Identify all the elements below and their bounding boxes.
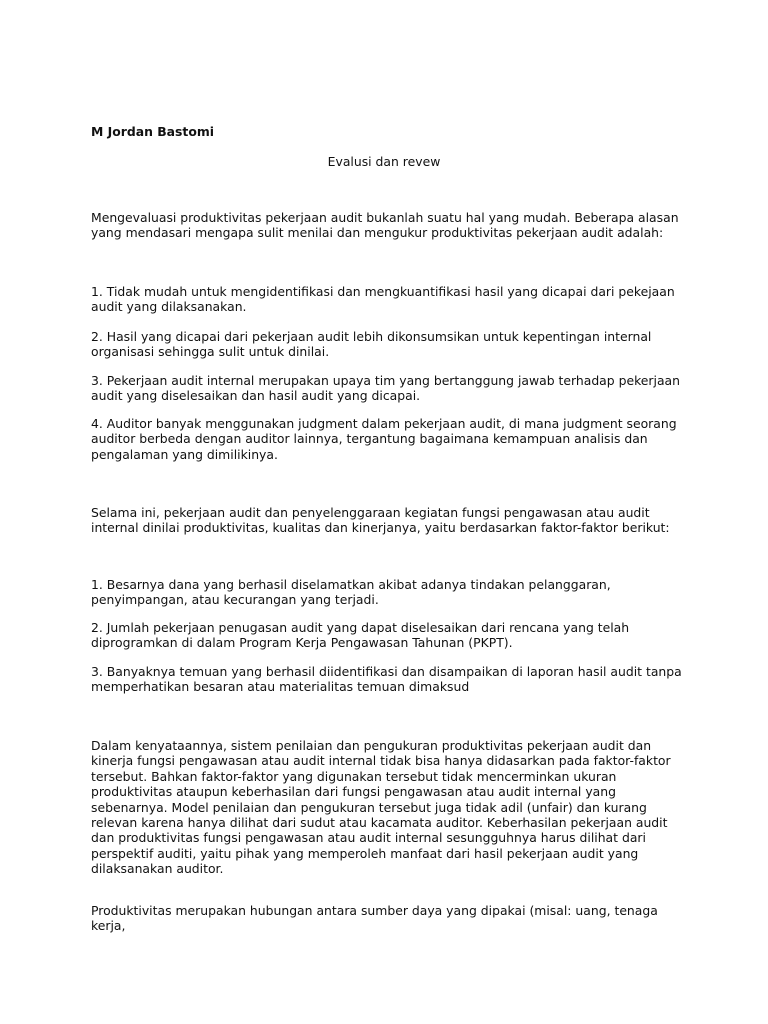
reality-paragraph: Dalam kenyataannya, sistem penilaian dan pengukuran produktivitas pekerjaan audit dan kinerja fungsi pengawasan atau audit internal tidak bisa hanya didasarkan pada faktor-faktor tersebut. Bahkan faktor-faktor yang digunakan tersebut tidak mencerminkan ukuran produktivitas ataupun keberhasilan dari fungsi pengawasan atau audit internal yang sebenarnya. Model penilaian dan pengukuran tersebut juga tidak adil (unfair) dan kurang relevan karena hanya dilihat dari sudut atau kacamata auditor. Keberhasilan pekerjaan audit dan produktivitas fungsi pengawasan atau audit internal sesungguhnya harus dilihat dari perspektif auditi, yaitu pihak yang memperoleh manfaat dari hasil pekerjaan audit yang dilaksanakan auditor. (91, 738, 671, 877)
document-title (0, 154, 768, 169)
reason-item-3: 3. Pekerjaan audit internal merupakan upaya tim yang bertanggung jawab terhadap pekerjaan audit yang diselesaikan dan hasil audit yang dicapai. (91, 373, 681, 404)
factors-intro-paragraph: Selama ini, pekerjaan audit dan penyelenggaraan kegiatan fungsi pengawasan atau audit internal dinilai produktivitas, kualitas dan kinerjanya, yaitu berdasarkan faktor-faktor berikut: (91, 505, 670, 536)
factor-item-3: 3. Banyaknya temuan yang berhasil diidentifikasi dan disampaikan di laporan hasil audit tanpa memperhatikan besaran atau materialitas temuan dimaksud (91, 664, 682, 695)
author-name: M Jordan Bastomi (91, 124, 215, 139)
document-title-text: Evalusi dan revew (327, 154, 441, 169)
reason-item-1: 1. Tidak mudah untuk mengidentifikasi dan mengkuantifikasi hasil yang dicapai dari pekejaan audit yang dilaksanakan. (91, 284, 675, 315)
productivity-paragraph: Produktivitas merupakan hubungan antara sumber daya yang dipakai (misal: uang, tenaga kerja, (91, 903, 658, 934)
intro-paragraph: Mengevaluasi produktivitas pekerjaan audit bukanlah suatu hal yang mudah. Beberapa alasan yang mendasari mengapa sulit menilai dan mengukur produktivitas pekerjaan audit adalah: (91, 210, 679, 241)
reason-item-4: 4. Auditor banyak menggunakan judgment dalam pekerjaan audit, di mana judgment seorang auditor berbeda dengan auditor lainnya, tergantung bagaimana kemampuan analisis dan pengalaman yang dimilikinya. (91, 416, 677, 462)
reason-item-2: 2. Hasil yang dicapai dari pekerjaan audit lebih dikonsumsikan untuk kepentingan internal organisasi sehingga sulit untuk dinilai. (91, 329, 652, 360)
factor-item-1: 1. Besarnya dana yang berhasil diselamatkan akibat adanya tindakan pelanggaran, penyimpangan, atau kecurangan yang terjadi. (91, 577, 611, 608)
factor-item-2: 2. Jumlah pekerjaan penugasan audit yang dapat diselesaikan dari rencana yang telah diprogramkan di dalam Program Kerja Pengawasan Tahunan (PKPT). (91, 620, 630, 651)
